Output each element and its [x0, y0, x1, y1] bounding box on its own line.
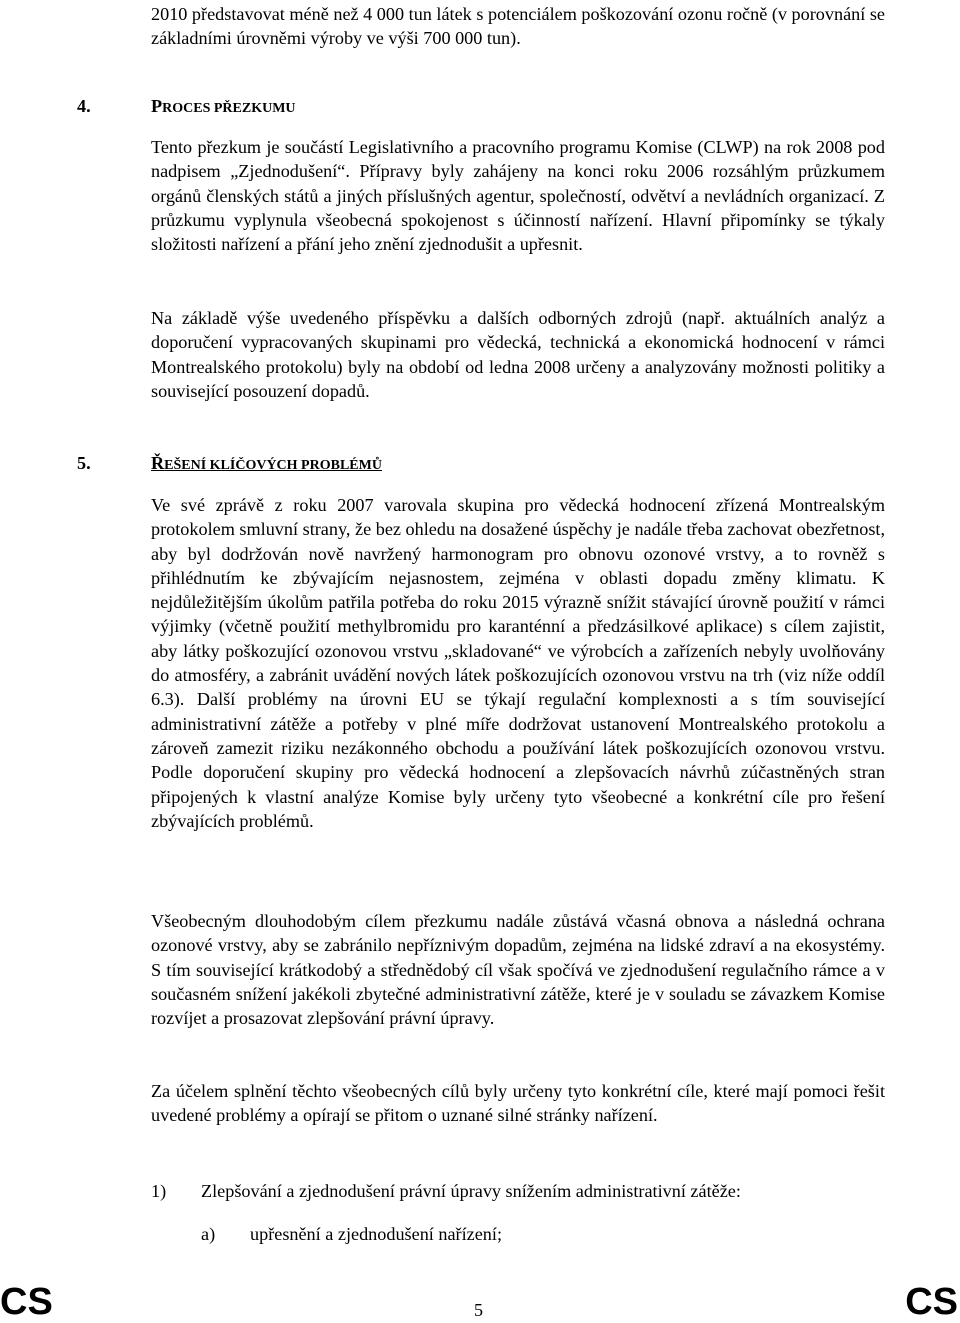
- section-4-title-rest: ROCES PŘEZKUMU: [162, 101, 296, 116]
- section-4-title-initial: P: [151, 96, 163, 116]
- intro-paragraph: 2010 představovat méně než 4 000 tun látek s potenciálem poškozování ozonu ročně (v porovnání se základními úrovněmi výroby ve výši 700 000 tun).: [151, 4, 885, 49]
- footer-language-label-right: CS: [905, 1281, 958, 1323]
- list-item-1-text: Zlepšování a zjednodušení právní úpravy snížením administrativní zátěže:: [201, 1181, 741, 1201]
- list-subitem-a-letter: a): [201, 1224, 216, 1244]
- section-4-paragraph-2: Na základě výše uvedeného příspěvku a dalších odborných zdrojů (např. aktuálních analýz a doporučení vypracovaných skupinami pro vědecká, technická a ekonomická hodnocení v rámci Montrealského protokolu) byly na období od ledna 2008 určeny a analyzovány možnosti politiky a související posouzení dopadů.: [151, 308, 885, 401]
- section-5-heading: [151, 451, 382, 478]
- section-5-paragraph-2: Všeobecným dlouhodobým cílem přezkumu nadále zůstává včasná obnova a následná ochrana ozonové vrstvy, aby se zabránilo nepříznivým dopadům, zejména na lidské zdraví a na ekosystémy. S tím související krátkodobý a střednědobý cíl však spočívá ve zjednodušení regulačního rámce a v současném snížení jakékoli zbytečné administrativní zátěže, které je v souladu se závazkem Komise rozvíjet a prosazovat zlepšování právní úpravy.: [151, 911, 885, 1029]
- section-5-paragraph-1: Ve své zprávě z roku 2007 varovala skupina pro vědecká hodnocení zřízená Montrealským protokolem smluvní strany, že bez ohledu na dosažené úspěchy je nadále třeba zachovat obezřetnost, aby byl dodržován nově navržený harmonogram pro obnovu ozonové vrstvy, a to rovněž s přihlédnutím ke zbývajícím nejasnostem, zejména v oblasti dopadu změny klimatu. K nejdůležitějším úkolům patřila potřeba do roku 2015 výrazně snížit stávající úrovně použití v rámci výjimky (včetně použití methylbromidu pro karanténní a předzásilkové aplikace) s cílem zajistit, aby látky poškozující ozonovou vrstvu „skladované“ ve výrobcích a zařízeních nebyly uvolňovány do atmosféry, a zabránit uvádění nových látek poškozujících ozonovou vrstvu na trh (viz níže oddíl 6.3). Další problémy na úrovni EU se týkají regulační komplexnosti a s tím související administrativní zátěže a potřeby v plné míře dodržovat ustanovení Montrealského protokolu a zároveň zamezit riziku nezákonného obchodu a používání látek poškozujících ozonovou vrstvu. Podle doporučení skupiny pro vědecká hodnocení a zlepšovacích návrhů zúčastněných stran připojených k vlastní analýze Komise byly určeny tyto všeobecné a konkrétní cíle pro řešení zbývajících problémů.: [151, 495, 885, 831]
- list-subitem-a-text: upřesnění a zjednodušení nařízení;: [250, 1224, 503, 1244]
- section-4-paragraph-1: Tento přezkum je součástí Legislativního a pracovního programu Komise (CLWP) na rok 2008 pod nadpisem „Zjednodušení“. Přípravy byly zahájeny na konci roku 2006 rozsáhlým průzkumem orgánů členských států a jiných příslušných agentur, společností, odvětví a nevládních organizací. Z průzkumu vyplynula všeobecná spokojenost s účinností nařízení. Hlavní připomínky se týkaly složitosti nařízení a přání jeho znění zjednodušit a upřesnit.: [151, 137, 885, 255]
- list-item-1-number: 1): [151, 1181, 167, 1201]
- section-5-paragraph-3: Za účelem splnění těchto všeobecných cílů byly určeny tyto konkrétní cíle, které mají pomoci řešit uvedené problémy a opírají se přitom o uznané silné stránky nařízení.: [151, 1081, 885, 1126]
- section-5-title-rest: EŠENÍ KLÍČOVÝCH PROBLÉMŮ: [164, 458, 382, 473]
- section-4-heading: [151, 94, 296, 121]
- footer-language-label-left: CS: [0, 1281, 53, 1323]
- section-5-title-initial: Ř: [151, 453, 165, 473]
- page-number: 5: [474, 1300, 483, 1320]
- section-5-number: 5.: [77, 453, 91, 473]
- section-4-number: 4.: [77, 96, 91, 116]
